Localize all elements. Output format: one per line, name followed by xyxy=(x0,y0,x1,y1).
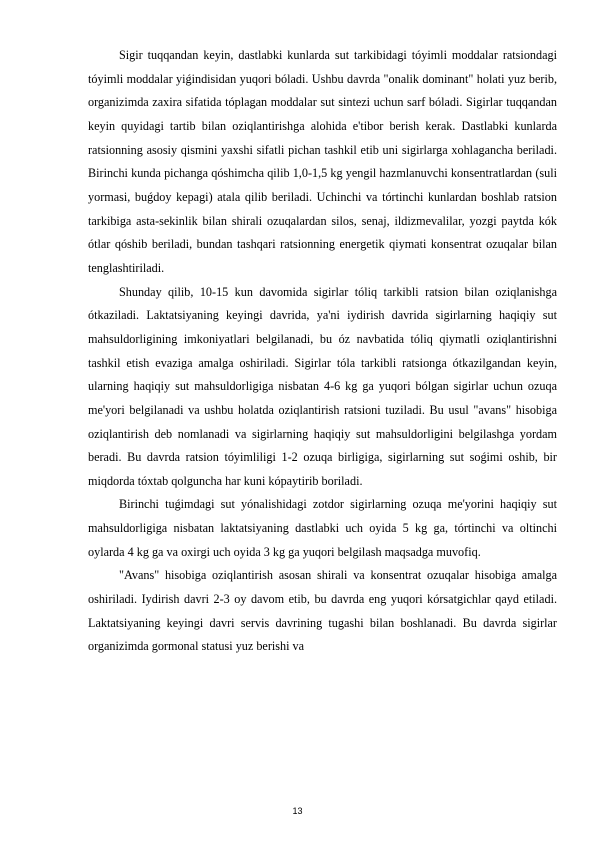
paragraph-2: Shunday qilib, 10-15 kun davomida sigirlar tóliq tarkibli ratsion bilan oziqlanishga ótkaziladi. Laktatsiyaning keyingi davrida, ya'ni iydirish davrida sigirlarning haqiqiy sut mahsuldorligining imkoniyatlari belgilanadi, bu óz navbatida tóliq qiymatli oziqlantirishni tashkil etish evaziga amalga oshiriladi. Sigirlar tóla tarkibli ratsionga ótkazilgandan keyin, ularning haqiqiy sut mahsuldorligiga nisbatan 4-6 kg ga yuqori bólgan sigirlar uchun ozuqa me'yori belgilanadi va ushbu holatda oziqlantirish ratsioni tuziladi. Bu usul "avans" hisobiga oziqlantirish deb nomlanadi va sigirlarning haqiqiy sut mahsuldorligini belgilashga yordam beradi. Bu davrda ratsion tóyimliligi 1-2 ozuqa birligiga, sigirlarning sut soǵimi oshib, bir miqdorda tóxtab qolguncha har kuni kópaytirib boriladi. xyxy=(88,284,557,488)
page-number: 13 xyxy=(292,806,303,816)
paragraph-1: Sigir tuqqandan keyin, dastlabki kunlarda sut tarkibidagi tóyimli moddalar ratsiondagi tóyimli moddalar yiǵindisidan yuqori bóladi. Ushbu davrda "onalik dominant" holati yuz berib, organizimda zaxira sifatida tóplagan moddalar sut sintezi uchun sarf bóladi. Sigirlar tuqqandan keyin quyidagi tartib bilan oziqlantirishga alohida e'tibor berish kerak. Dastlabki kunlarda ratsionning asosiy qismini yaxshi sifatli pichan tashkil etib uni sigirlarga xohlagancha beriladi. Birinchi kunda pichanga qóshimcha qilib 1,0-1,5 kg yengil hazmlanuvchi konsentratlardan (suli yormasi, buǵdoy kepagi) atala qilib beriladi. Uchinchi va tórtinchi kunlardan boshlab ratsion tarkibiga asta-sekinlik bilan shirali ozuqalardan silos, senaj, ildizmevalilar, yozgi paytda kók ótlar qóshib beriladi, bundan tashqari ratsionning energetik qiymati konsentrat ozuqalar bilan tenglashtiriladi. xyxy=(88,48,557,275)
paragraph-4: "Avans" hisobiga oziqlantirish asosan shirali va konsentrat ozuqalar hisobiga amalga oshiriladi. Iydirish davri 2-3 oy davom etib, bu davrda eng yuqori kórsatgichlar qayd etiladi. Laktatsiyaning keyingi davri servis davrining tugashi bilan boshlanadi. Bu davrda sigirlar organizimda gormonal statusi yuz berishi va xyxy=(88,568,557,654)
body-text xyxy=(88,44,557,659)
paragraph-3: Birinchi tuǵimdagi sut yónalishidagi zotdor sigirlarning ozuqa me'yorini haqiqiy sut mahsuldorligiga nisbatan laktatsiyaning dastlabki uch oyida 5 kg ga, tórtinchi va oltinchi oylarda 4 kg ga va oxirgi uch oyida 3 kg ga yuqori belgilash maqsadga muvofiq. xyxy=(88,497,557,559)
